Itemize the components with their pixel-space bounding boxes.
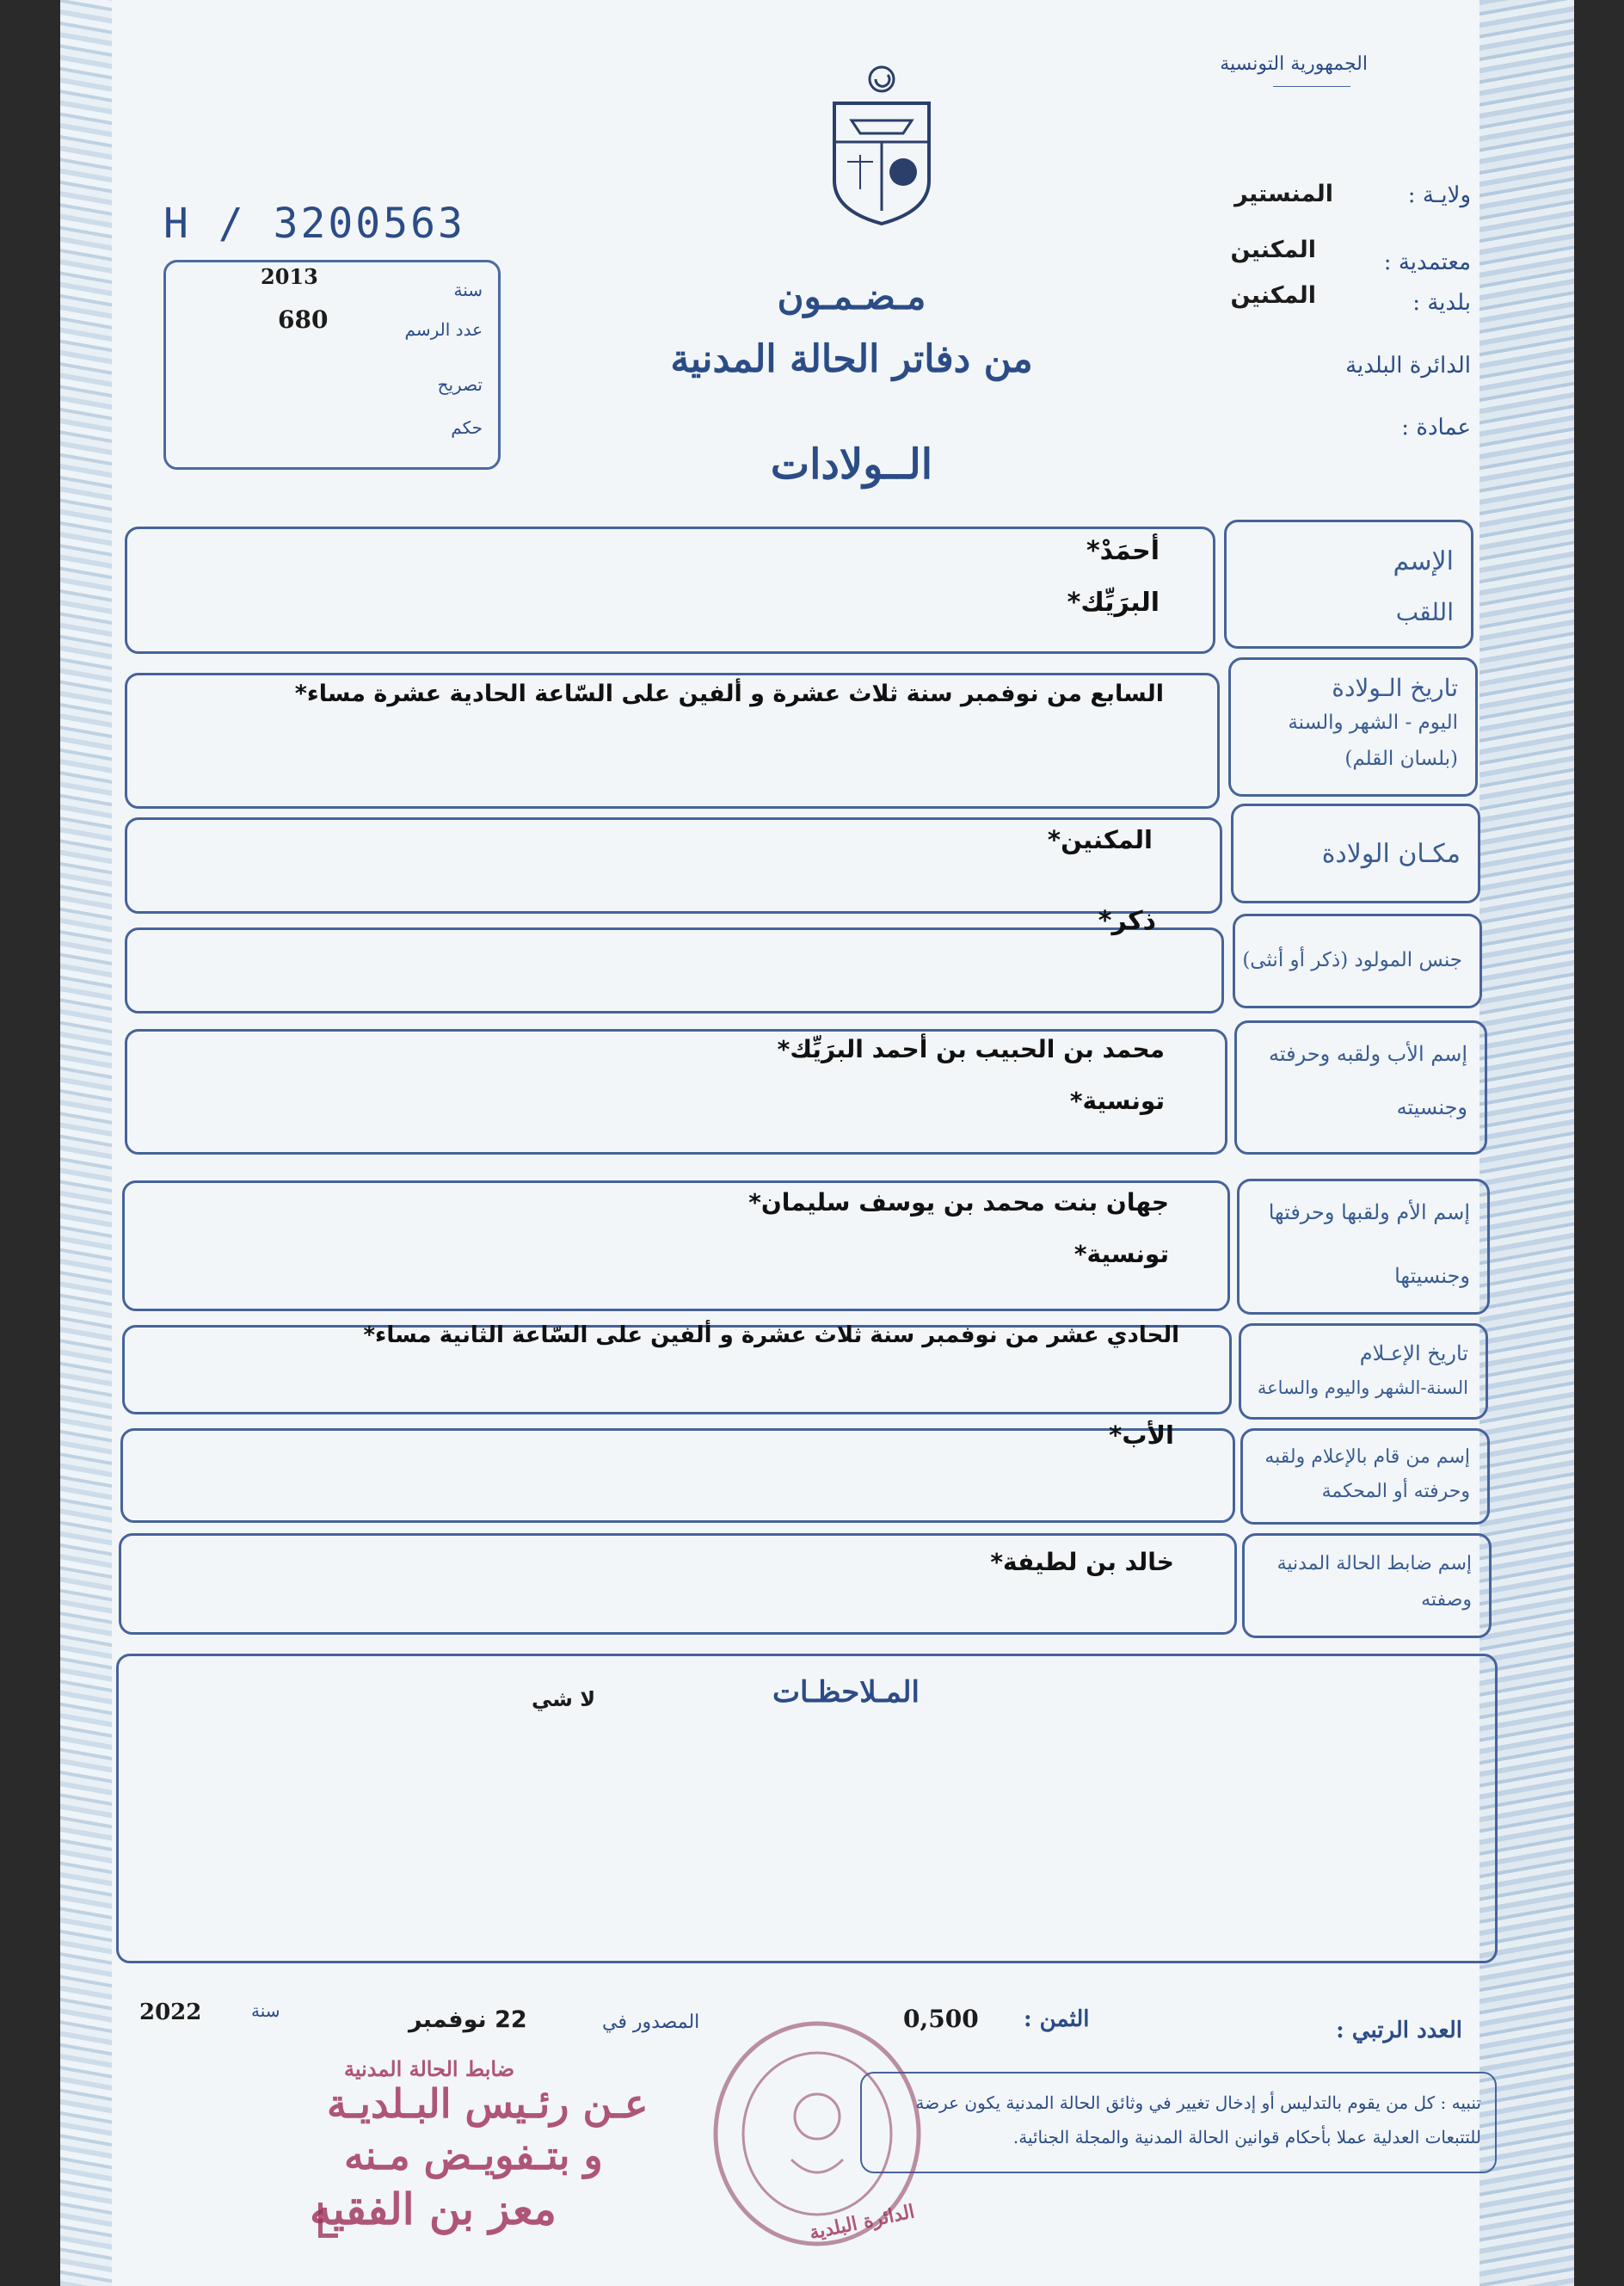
register-box <box>163 260 501 470</box>
register-number-label: عدد الرسم <box>404 319 483 340</box>
birth-date-sub-label: اليوم - الشهر والسنة <box>1288 712 1458 734</box>
governorate-label: ولايـة : <box>1407 182 1471 208</box>
officer-sub-label: وصفته <box>1421 1589 1472 1611</box>
stamp-title: ضابط الحالة المدنية <box>344 2056 515 2081</box>
officer-value-box <box>119 1533 1237 1635</box>
stamp-line2: و بتـفويـض مـنه <box>344 2132 603 2178</box>
title-line3: الــولادات <box>770 441 933 489</box>
register-year-label: سنة <box>453 280 483 300</box>
footer-price-value: 0,500 <box>903 2005 979 2033</box>
remarks-label: المـلاحظـات <box>772 1675 920 1710</box>
footer-issued-label: المصدور في <box>602 2012 700 2033</box>
remarks-box <box>116 1654 1498 1963</box>
mother-nationality-value: تونسية* <box>1073 1240 1169 1268</box>
footer-issued-date: 22 نوفمبر <box>409 2006 527 2033</box>
certificate-paper <box>60 0 1574 2286</box>
birth-place-value: المكنين* <box>1047 825 1153 854</box>
declarant-label-box <box>1240 1428 1490 1525</box>
municipality-label: بلدية : <box>1412 290 1471 316</box>
first-name-label: الإسم <box>1393 546 1454 576</box>
surname-label: اللقب <box>1395 598 1454 626</box>
birth-date-label-box <box>1228 657 1478 797</box>
republic-label: الجمهورية التونسية <box>1220 53 1368 75</box>
municipality-value: المكنين <box>1230 282 1316 309</box>
father-value-box <box>125 1029 1227 1155</box>
footer-serial-label: العدد الرتبي : <box>1336 2018 1462 2043</box>
officer-label: إسم ضابط الحالة المدنية <box>1276 1553 1472 1574</box>
stamp-bracket <box>318 2203 338 2238</box>
register-declaration-label: تصريح <box>437 374 483 395</box>
notice-text: تنبيه : كل من يقوم بالتدليس أو إدخال تغيير في وثائق الحالة المدنية يكون عرضة للتتبعات العدلية عملا بأحكام قوانين الحالة المدنية والمجلة الجنائية. <box>915 2092 1481 2147</box>
declaration-date-value: الحادي عشر من نوفمبر سنة ثلاث عشرة و ألفين على السّاعة الثانية مساء* <box>363 1322 1179 1348</box>
remarks-value: لا شي <box>532 1687 596 1711</box>
border-pattern-left <box>60 0 112 2286</box>
register-number-value: 680 <box>278 305 329 334</box>
father-label: إسم الأب ولقبه وحرفته <box>1269 1042 1467 1066</box>
surname-value: البرَيِّك* <box>1067 588 1160 618</box>
header-divider <box>1273 86 1350 87</box>
register-judgment-label: حكم <box>451 417 483 438</box>
declarant-label: إسم من قام بالإعلام ولقبه <box>1264 1446 1470 1468</box>
birth-date-value: السابع من نوفمبر سنة ثلاث عشرة و ألفين على السّاعة الحادية عشرة مساء* <box>294 681 1164 707</box>
footer-year-value: 2022 <box>139 1999 202 2025</box>
father-value: محمد بن الحبيب بن أحمد البرَيِّك* <box>777 1035 1165 1063</box>
declaration-date-label-box <box>1239 1323 1488 1420</box>
declarant-sub-label: وحرفته أو المحكمة <box>1321 1481 1470 1502</box>
declaration-date-value-box <box>122 1322 1232 1414</box>
father-label-box <box>1234 1020 1487 1155</box>
stamp-line3: معز بن الفقيه <box>310 2184 557 2234</box>
declarant-value-box <box>120 1420 1235 1523</box>
father-label-nationality: وجنسيته <box>1396 1095 1467 1119</box>
birth-date-words-label: (بلسان القلم) <box>1344 748 1458 770</box>
gender-value: ذكر* <box>1098 906 1156 936</box>
birth-date-value-box <box>125 673 1220 809</box>
mother-label-nationality: وجنسيتها <box>1394 1264 1470 1288</box>
district-label: الدائرة البلدية <box>1345 353 1471 379</box>
title-line2: من دفاتر الحالة المدنية <box>670 337 1033 381</box>
first-name-value: أحمَدْ* <box>1086 536 1160 566</box>
declarant-value: الأب* <box>1109 1420 1174 1450</box>
delegation-label: معتمدية : <box>1383 250 1471 275</box>
mother-label: إسم الأم ولقبها وحرفتها <box>1268 1200 1470 1224</box>
officer-value: خالد بن لطيفة* <box>990 1548 1174 1576</box>
officer-label-box <box>1242 1533 1492 1638</box>
notice-box <box>860 2072 1497 2173</box>
footer-price-label: الثمن : <box>1024 2006 1090 2032</box>
declaration-date-label: تاريخ الإعـلام <box>1359 1341 1468 1365</box>
mother-value-box <box>122 1180 1230 1311</box>
coat-of-arms-icon <box>817 60 946 232</box>
mother-label-box <box>1237 1179 1490 1315</box>
register-year-value: 2013 <box>261 264 318 289</box>
birth-place-label-box <box>1231 804 1480 903</box>
serial-number: H / 3200563 <box>163 200 465 248</box>
seal-text: الدائرة البلدية <box>807 2200 917 2245</box>
title-line1: مـضـمـون <box>777 275 926 317</box>
footer-year-label: سنة <box>251 2000 280 2021</box>
stamp-line1: عـن رئـيس البـلديـة <box>327 2080 649 2127</box>
father-nationality-value: تونسية* <box>1069 1087 1165 1115</box>
governorate-value: المنستير <box>1234 181 1333 207</box>
gender-label: جنس المولود (ذكر أو أنثى) <box>1242 949 1462 971</box>
birth-place-value-box <box>125 817 1222 914</box>
gender-value-box <box>125 906 1224 1014</box>
name-label-box <box>1224 520 1473 649</box>
name-value-box <box>125 527 1215 654</box>
birth-date-label: تاريخ الـولادة <box>1332 674 1458 702</box>
delegation-value: المكنين <box>1230 237 1316 263</box>
declaration-date-sub-label: السنة-الشهر واليوم والساعة <box>1257 1377 1468 1398</box>
birth-place-label: مكـان الولادة <box>1321 839 1461 869</box>
omda-label: عمادة : <box>1401 415 1471 441</box>
gender-label-box <box>1233 914 1482 1008</box>
mother-value: جهان بنت محمد بن يوسف سليمان* <box>748 1188 1169 1217</box>
